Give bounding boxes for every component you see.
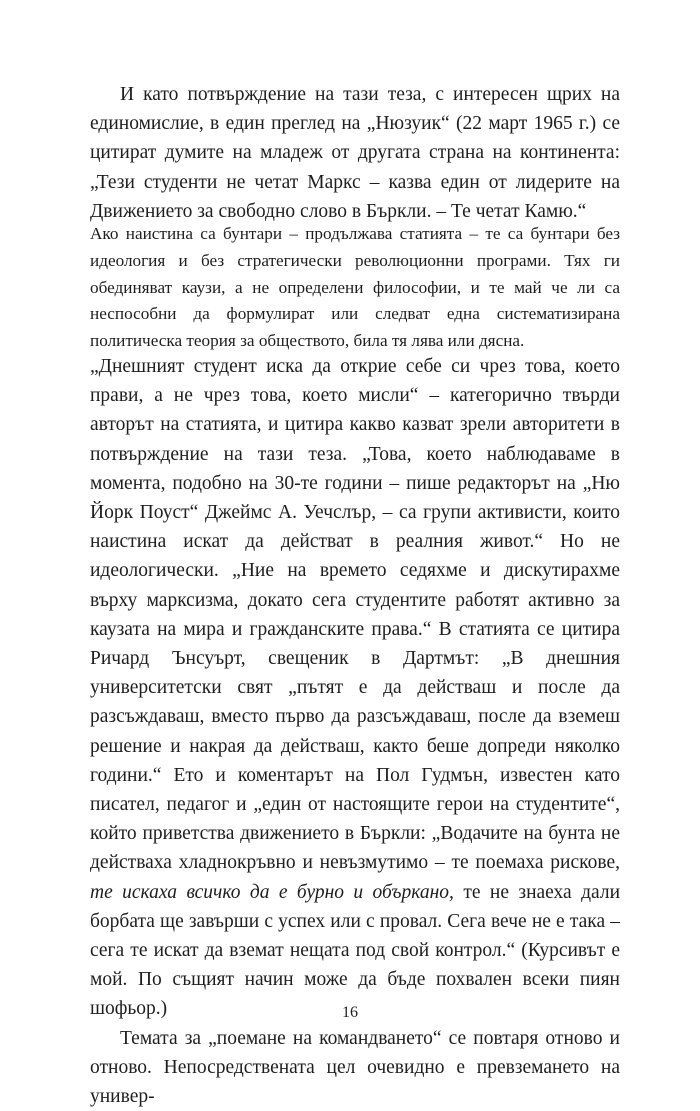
italic-emphasis: те искаха всичко да е бурно и объркано, — [90, 881, 454, 903]
paragraph-main — [90, 352, 620, 1111]
page-number: 16 — [342, 1004, 358, 1021]
block-quote — [90, 221, 620, 355]
paragraph-student-quotes — [90, 352, 620, 1024]
paragraph-take-command: Темата за „поемане на командването“ се повтаря отново и отново. Непосредствената цел очевидно е превземането на универ- — [90, 1027, 620, 1108]
block-quote-text: Ако наистина са бунтари – продължава статията – те са бунтари без идеология и без стратегически революционни програми. Тях ги обединяват каузи, а не определени философии, и те май че ли са неспособни да формулират или следват една систематизирана политическа теория за обществото, била тя лява или дясна. — [90, 224, 620, 351]
paragraph-text-part-1: „Днешният студент иска да открие себе си чрез това, което прави, а не чрез това, което мисли“ – категорично твърди авторът на статията, и цитира какво казват зрели авторитети в потвърждение на тази теза. „Това, което наблюдаваме в момента, подобно на 30-те години – пише редакторът на „Ню Йорк Поуст“ Джеймс А. Уечслър, – са групи активисти, които наистина искат да действат в реалния живот.“ Но не идеологически. „Ние на времето седяхме и дискутирахме върху марксизма, докато сега студентите работят активно за каузата на мира и гражданските права.“ В статията се цитира Ричард Ънсуърт, свещеник в Дартмът: „В днешния университетски свят „пътят е да действаш и после да разсъждаваш, вместо първо да разсъждаваш, после да вземеш решение и накрая да действаш, както беше допреди няколко години.“ Ето и коментарът на Пол Гудмън, известен като писател, педагог и „един от настоящите герои на студентите“, който приветства движението в Бъркли: „Водачите на бунта не действаха хладнокръвно и невъзмутимо – те поемаха рискове, — [90, 356, 620, 874]
paragraph-newsweek — [90, 80, 620, 226]
paragraph-text: И като потвърждение на тази теза, с интересен щрих на единомислие, в един преглед на „Нюзуик“ (22 март 1965 г.) се цитират думите на младеж от другата страна на континента: „Тези студенти не четат Маркс – казва един от лидерите на Движението за свободно слово в Бъркли. – Те четат Камю.“ — [90, 84, 620, 222]
paragraph-text-part-2: те не знаеха дали борбата ще завърши с успех или с провал. Сега вече не е така – сега те искат да вземат нещата под свой контрол.“ (Курсивът е мой. По същият начин може да бъде похвален всеки пиян шофьор.) — [90, 881, 620, 1020]
